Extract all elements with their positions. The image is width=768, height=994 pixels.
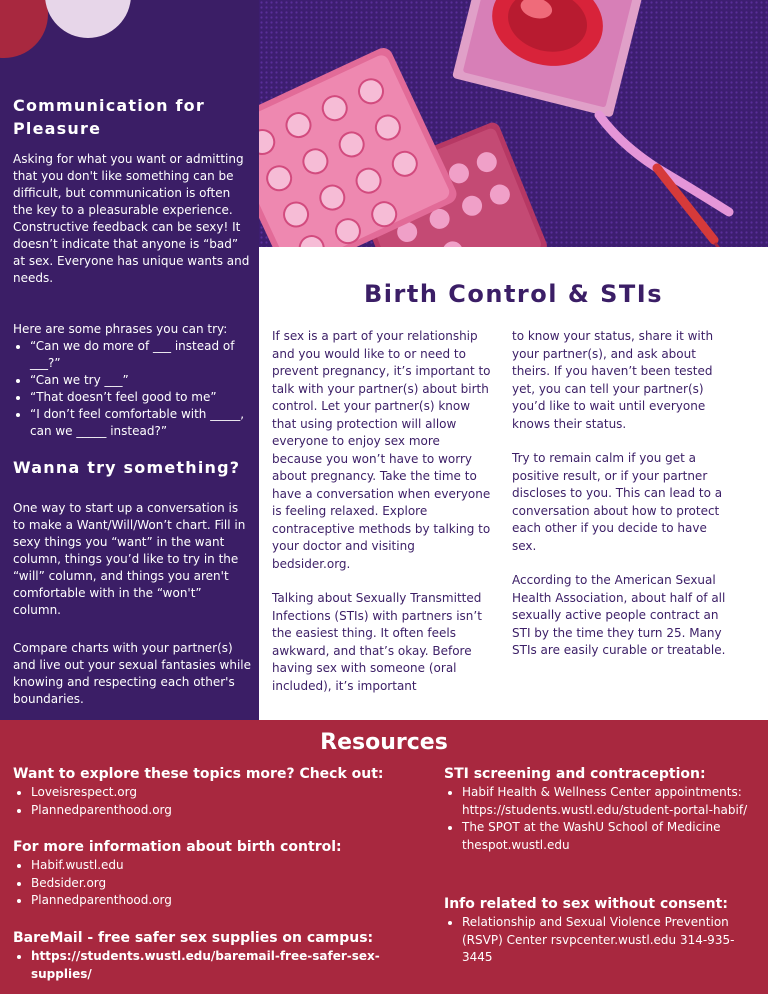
consent-heading: Info related to sex without consent: bbox=[444, 896, 728, 912]
sti-paragraph: Talking about Sexually Transmitted Infections (STIs) with partners isn’t the easiest thing. It often feels awkward, and that’s okay. Before having sex with someone (oral included), it’s important bbox=[272, 591, 482, 693]
resource-link[interactable]: • Plannedparenthood.org bbox=[31, 892, 391, 910]
wanna-heading: Wanna try something? bbox=[13, 458, 241, 477]
phrases-intro: Here are some phrases you can try: bbox=[13, 322, 228, 336]
resource-item[interactable]: • Habif Health & Wellness Center appointments: https://students.wustl.edu/student-portal-habif/ bbox=[462, 784, 762, 819]
explore-list bbox=[13, 784, 391, 819]
resource-item[interactable]: • Relationship and Sexual Violence Prevention (RSVP) Center rsvpcenter.wustl.edu 314-935-3445 bbox=[462, 914, 762, 967]
communication-heading: Communication for Pleasure bbox=[13, 96, 205, 138]
sti-screening-heading: STI screening and contraception: bbox=[444, 766, 706, 782]
list-item: • “Can we do more of ___ instead of ___?” bbox=[30, 338, 259, 372]
explore-heading: Want to explore these topics more? Check out: bbox=[13, 766, 384, 782]
left-text-column bbox=[272, 328, 492, 695]
resource-link[interactable]: • Loveisrespect.org bbox=[31, 784, 391, 802]
baremail-heading: BareMail - free safer sex supplies on campus: bbox=[13, 930, 374, 946]
hero-image bbox=[259, 0, 768, 247]
birth-control-paragraph: If sex is a part of your relationship and you would like to or need to prevent pregnancy, it’s important to talk with your partner(s) about birth control. Let your partner(s) know that using protection will allow everyone to enjoy sex more because you won’t have to worry about pregnancy. Take the time to have a conversation when everyone is feeling relaxed. Explore contraceptive methods by talking to your doctor and visiting bedsider.org. bbox=[272, 329, 491, 571]
birth-control-list bbox=[13, 857, 391, 910]
resources-title: Resources bbox=[320, 730, 448, 755]
statistic-paragraph: According to the American Sexual Health Association, about half of all sexually active people contract an STI by the time they turn 25. Many STIs are easily curable or treatable. bbox=[512, 573, 726, 657]
phrases-list bbox=[13, 338, 259, 440]
list-item: • “I don’t feel comfortable with _____, can we _____ instead?” bbox=[30, 406, 259, 440]
resource-link[interactable]: • Plannedparenthood.org bbox=[31, 802, 391, 820]
positive-result-paragraph: Try to remain calm if you get a positive result, or if your partner discloses to you. This can lead to a conversation about how to protect each other if you decide to have sex. bbox=[512, 451, 723, 553]
wanna-paragraph-2: Compare charts with your partner(s) and live out your sexual fantasies while knowing and respecting each other's boundaries. bbox=[13, 641, 252, 706]
resources-section bbox=[0, 720, 768, 994]
consent-list bbox=[444, 914, 762, 967]
list-item: • “Can we try ___” bbox=[30, 372, 259, 389]
resource-link[interactable]: • Habif.wustl.edu bbox=[31, 857, 391, 875]
sti-screening-list bbox=[444, 784, 762, 854]
right-text-column bbox=[512, 328, 732, 660]
resource-link[interactable]: • Bedsider.org bbox=[31, 875, 391, 893]
communication-paragraph: Asking for what you want or admitting that you don't like something can be difficult, but communication is often the key to a pleasurable experience. Constructive feedback can be sexy! It doesn’t indicate that anyone is “bad” at sex. Everyone has unique wants and needs. bbox=[13, 152, 250, 285]
decorative-circle-red bbox=[0, 0, 48, 58]
birth-control-heading: For more information about birth control: bbox=[13, 839, 342, 855]
status-paragraph: to know your status, share it with your partner(s), and ask about theirs. If you haven’t been tested yet, you can tell your partner(s) you’d like to wait until everyone knows their status. bbox=[512, 329, 714, 431]
sidebar bbox=[0, 0, 259, 720]
resource-item[interactable]: • The SPOT at the WashU School of Medicine thespot.wustl.edu bbox=[462, 819, 762, 854]
page-title: Birth Control & STIs bbox=[364, 280, 663, 308]
wanna-paragraph-1: One way to start up a conversation is to make a Want/Will/Won’t chart. Fill in sexy things you “want” in the want column, things you’d like to try in the “will” column, and things you aren't comfortable with in the “won't” column. bbox=[13, 501, 246, 617]
decorative-circle-pink bbox=[45, 0, 131, 38]
list-item: • “That doesn’t feel good to me” bbox=[30, 389, 259, 406]
resource-link[interactable]: • https://students.wustl.edu/baremail-free-safer-sex-supplies/ bbox=[31, 948, 401, 983]
baremail-list bbox=[13, 948, 401, 983]
